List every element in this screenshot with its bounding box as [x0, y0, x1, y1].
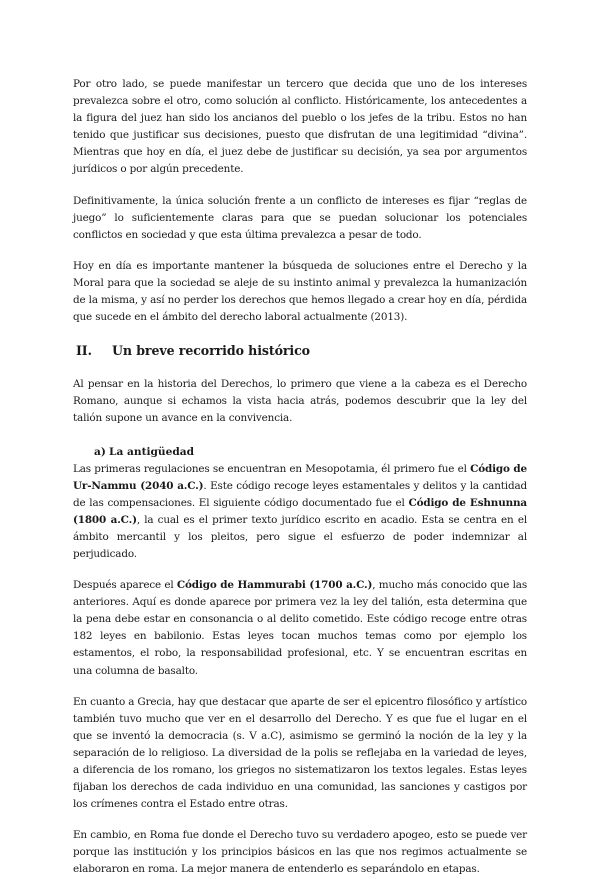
section-heading [73, 343, 527, 358]
paragraph-moral: Hoy en día es importante mantener la búsqueda de soluciones entre el Derecho y la Moral para que la sociedad se aleje de su instinto animal y prevalezca la humanización de la misma, y así no perder los derechos que hemos llegado a crear hoy en día, pérdida que sucede en el ámbito del derecho laboral actualmente (2013). [73, 259, 527, 324]
text-run: Después aparece el [73, 579, 177, 592]
paragraph-roma: En cambio, en Roma fue donde el Derecho tuvo su verdadero apogeo, esto se puede ver porque las institución y los principios básicos en las que nos regimos actualmente se elaboraron en roma. La mejor manera de entenderlo es separándolo en etapas. [73, 829, 527, 876]
paragraph-hammurabi [73, 577, 527, 680]
paragraph-intro-history: Al pensar en la historia del Derechos, lo primero que viene a la cabeza es el Derecho Romano, aunque si echamos la vista hacia atrás, podemos descubrir que la ley del talión supone un avance en la convivencia. [73, 378, 527, 425]
text-run: Las primeras regulaciones se encuentran en Mesopotamia, él primero fue el [73, 462, 471, 475]
subsection-heading [94, 445, 527, 459]
subsection-title: La antigüedad [109, 445, 195, 458]
text-run: , mucho más conocido que las anteriores. Aquí es donde aparece por primera vez la ley del talión, esta determina que la pena debe estar en consonancia o al delito cometido. Este código recoge entre otras 182 leyes en babilonio. Estas leyes tocan muchos temas como por ejemplo los estamentos, el robo, la responsabilidad profesional, etc. Y se encuentran escritas en una columna de basalto. [73, 579, 527, 677]
section-number: II. [76, 343, 92, 359]
paragraph-judge: Por otro lado, se puede manifestar un tercero que decida que uno de los intereses prevalezca sobre el otro, como solución al conflicto. Históricamente, los antecedentes a la figura del juez han sido los ancianos del pueblo o los jefes de la tribu. Estos no han tenido que justificar sus decisiones, puesto que disfrutan de una legitimidad “divina”. Mientras que hoy en día, el juez debe de justificar su decisión, ya sea por argumentos jurídicos o por algún precedente. [73, 78, 527, 176]
text-run: , la cual es el primer texto jurídico escrito en acadio. Esta se centra en el ámbito mercantil y los pleitos, pero sigue el esfuerzo de poder indemnizar al perjudicado. [73, 513, 527, 560]
bold-term-eshnunna: Código de Eshnunna (1800 a.C.) [73, 496, 528, 526]
section-title: Un breve recorrido histórico [112, 343, 310, 359]
paragraph-grecia: En cuanto a Grecia, hay que destacar que aparte de ser el epicentro filosófico y artístico también tuvo mucho que ver en el desarrollo del Derecho. Y es que fue el lugar en el que se inventó la democracia (s. V a.C), asimismo se germinó la noción de la ley y la separación de lo religioso. La diversidad de la polis se reflejaba en la variedad de leyes, a diferencia de los romano, los griegos no sistematizaron los textos legales. Estas leyes fijaban los derechos de cada individuo en una comunidad, las sanciones y castigos por los crímenes contra el Estado entre otras. [73, 695, 527, 811]
subsection-number: a) [94, 445, 106, 458]
bold-term-ur-nammu: Código de Ur-Nammu (2040 a.C.) [73, 462, 527, 492]
paragraph-mesopotamia [73, 461, 527, 564]
bold-term-hammurabi: Código de Hammurabi (1700 a.C.) [176, 579, 373, 592]
text-run: . Este código recoge leyes estamentales y delitos y la cantidad de las compensaciones. El siguiente código documentado fue el [73, 479, 527, 509]
paragraph-rules: Definitivamente, la única solución frente a un conflicto de intereses es fijar “reglas de juego” lo suficientemente claras para que se puedan solucionar los potenciales conflictos en sociedad y que esta última prevalezca a pesar de todo. [73, 194, 527, 241]
